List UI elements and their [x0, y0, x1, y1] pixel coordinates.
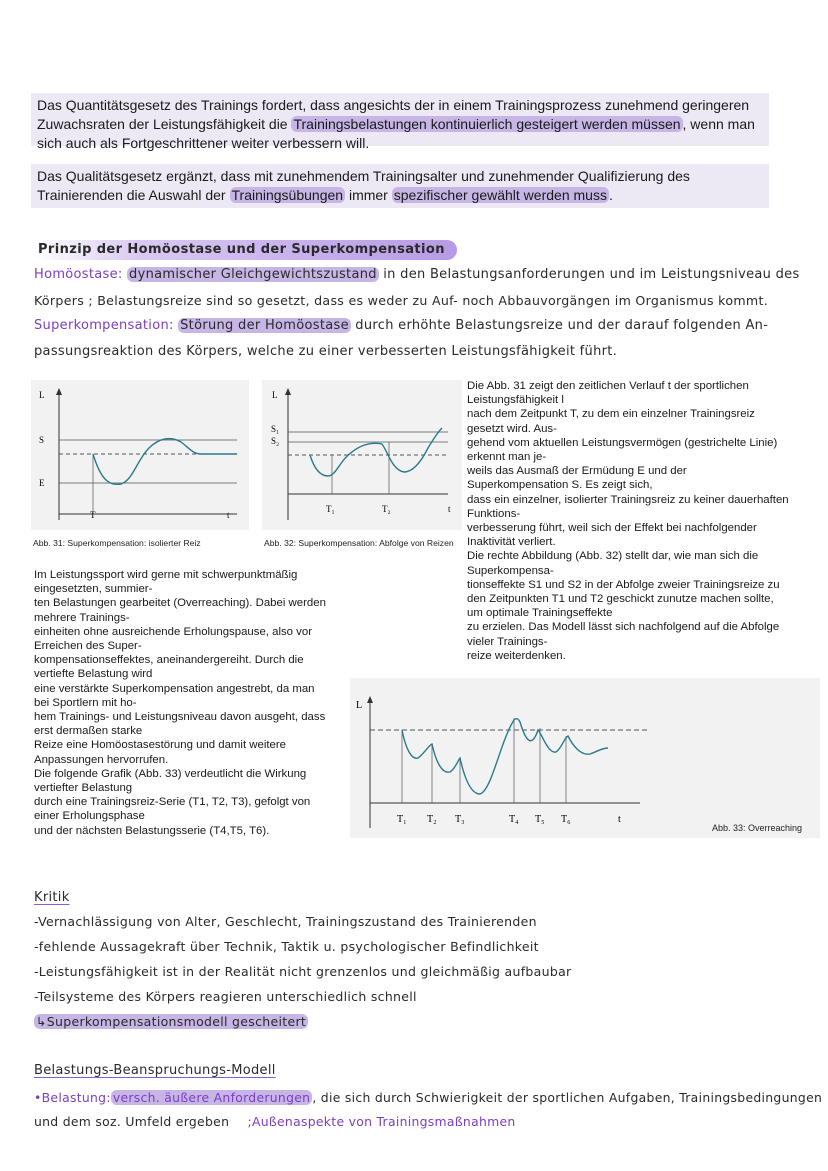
left-text-line: vertiefter Belastung	[34, 782, 133, 795]
quality-law-highlight-2: spezifischer gewählt werden muss	[393, 187, 607, 203]
figure-31-label-t: t	[227, 510, 230, 520]
bbm-heading: Belastungs-Beanspruchungs-Modell	[34, 1063, 276, 1078]
right-text-line: tionseffekte S1 und S2 in der Abfolge zweier Trainingsreize zu	[467, 578, 780, 591]
figure-31-label-T: T	[90, 510, 96, 520]
bbm-line-2	[34, 1114, 516, 1129]
figure-31-label-l: L	[39, 390, 45, 400]
quality-law-text: Das Qualitätsgesetz ergänzt, dass mit zunehmendem Trainingsalter und zunehmender Qualifizierung des Trainierenden die Auswahl der	[37, 168, 690, 203]
quantity-law-text-end: , wenn man sich auch als Fortgeschrittener weiter verbessern will.	[37, 116, 755, 151]
left-text-line: und der nächsten Belastungsserie (T4,T5, T6).	[34, 824, 270, 837]
right-text-line: dass ein einzelner, isolierter Trainingsreiz zu keiner dauerhaften	[467, 493, 789, 506]
quantity-law-highlight: Trainingsbelastungen kontinuierlich gesteigert werden müssen	[293, 116, 681, 132]
left-text-line: einheiten ohne ausreichende Erholungspause, also vor	[34, 625, 313, 638]
right-text-line: Inaktivität verliert.	[467, 536, 556, 549]
figure-32-label-t2: T₂	[382, 504, 391, 514]
quality-law-highlight-1: Trainingsübungen	[231, 187, 344, 203]
right-text-line: Die rechte Abbildung (Abb. 32) stellt dar, wie man sich die	[467, 550, 759, 563]
figure-33-tick-t6: T₆	[561, 814, 571, 825]
left-text-line: Reize eine Homöostasestörung und damit weitere	[34, 739, 286, 752]
bbm-text-2: und dem soz. Umfeld ergeben	[34, 1114, 230, 1129]
figure-33-caption: Abb. 33: Overreaching	[712, 823, 803, 833]
supercompensation-line-2: passungsreaktion des Körpers, welche zu einer verbesserten Leistungsfähigkeit führt.	[34, 344, 618, 359]
kritik-conclusion-highlight: ↳Superkompensationsmodell gescheitert	[36, 1014, 307, 1029]
right-text-line: Superkompensa-	[467, 564, 554, 577]
kritik-item-1: -Vernachlässigung von Alter, Geschlecht, Trainingszustand des Trainierenden	[34, 914, 537, 929]
right-text-line: Superkompensation S. Es zeigt sich,	[467, 479, 653, 492]
left-text-line: durch eine Trainingsreiz-Serie (T1, T2, T3), gefolgt von	[34, 796, 311, 809]
supercompensation-highlight: Störung der Homöostase	[180, 318, 349, 333]
kritik-item-4: -Teilsysteme des Körpers reagieren unterschiedlich schnell	[34, 989, 417, 1004]
left-text-line: Die folgende Grafik (Abb. 33) verdeutlicht die Wirkung	[34, 767, 307, 780]
left-text-line: bei Sportlern mit ho-	[34, 696, 137, 709]
homeostasis-term: Homöostase:	[34, 267, 123, 282]
left-text-line: ten Belastungen gearbeitet (Overreaching). Dabei werden	[34, 597, 326, 610]
supercompensation-term: Superkompensation:	[34, 318, 174, 333]
right-text-line: Leistungsfähigkeit l	[467, 394, 564, 407]
right-text-line: reize weiterdenken.	[467, 649, 566, 662]
figure-33-label-l: L	[356, 700, 363, 711]
figure-33-tick-t2: T₂	[427, 814, 437, 825]
left-text-line: erst dermaßen starke	[34, 725, 143, 738]
bbm-highlight: versch. äußere Anforderungen	[112, 1090, 311, 1105]
right-text-line: Die Abb. 31 zeigt den zeitlichen Verlauf t der sportlichen	[467, 380, 749, 392]
figure-31-caption: Abb. 31: Superkompensation: isolierter Reiz	[33, 538, 201, 548]
kritik-item-2: -fehlende Aussagekraft über Technik, Taktik u. psychologischer Befindlichkeit	[34, 939, 539, 954]
figure-33-label-t: t	[618, 814, 621, 825]
figure-32-label-l: L	[272, 390, 278, 400]
right-text-line: Funktions-	[467, 507, 521, 520]
quantity-law-text: Das Quantitätsgesetz des Trainings fordert, dass angesichts der in einem Trainingsprozess zunehmend geringeren Zuwachsraten der Leistungsfähigkeit die	[37, 97, 750, 132]
bbm-text-1: , die sich durch Schwierigkeit der sportlichen Aufgaben, Trainingsbedingungen	[312, 1090, 823, 1105]
left-text-line: eine verstärkte Superkompensation angestrebt, da man	[34, 682, 315, 695]
figure-32-caption: Abb. 32: Superkompensation: Abfolge von Reizen	[264, 538, 454, 548]
figure-33-tick-t4: T₄	[509, 814, 519, 825]
figure-32	[262, 380, 462, 530]
kritik-heading: Kritik	[34, 890, 70, 905]
homeostasis-line-1	[34, 267, 800, 282]
right-text-line: gehend vom aktuellen Leistungsvermögen (gestrichelte Linie)	[467, 436, 778, 449]
homeostasis-highlight: dynamischer Gleichgewichtszustand	[129, 267, 377, 282]
right-text-line: vieler Trainings-	[467, 635, 548, 648]
quantity-law-box	[31, 93, 769, 151]
figure-31-graph	[31, 380, 249, 530]
figure-32-label-t1: T₁	[326, 504, 335, 514]
figure-32-label-s1: S₁	[271, 424, 280, 434]
figure-32-label-s2: S₂	[271, 436, 280, 446]
figure-33-tick-t5: T₅	[535, 814, 545, 825]
figure-32-label-t: t	[448, 504, 451, 514]
left-text-line: kompensationseffektes, aneinandergereiht. Durch die	[34, 654, 304, 667]
quality-law-box	[31, 164, 769, 208]
quality-law-mid: immer	[345, 187, 392, 203]
figure-33-tick-t3: T₃	[455, 814, 465, 825]
right-text-line: nach dem Zeitpunkt T, zu dem ein einzelner Trainingsreiz	[467, 408, 755, 421]
principle-heading: Prinzip der Homöostase und der Superkompensation	[34, 240, 457, 260]
homeostasis-line-2: Körpers ; Belastungsreize sind so gesetzt, dass es weder zu Auf- noch Abbauvorgängen im Organismus kommt.	[34, 293, 768, 308]
left-text-line: vertiefte Belastung wird	[34, 668, 153, 681]
left-text-line: eingesetzten, summier-	[34, 583, 153, 596]
right-text-block	[467, 379, 817, 663]
left-text-line: mehrere Trainings-	[34, 611, 130, 624]
homeostasis-text-1: in den Belastungsanforderungen und im Leistungsniveau des	[378, 267, 800, 282]
figure-31-label-e: E	[39, 478, 45, 488]
figure-31	[31, 380, 249, 530]
bbm-note: ;Außenaspekte von Trainingsmaßnahmen	[247, 1114, 516, 1129]
figure-33-graph	[350, 678, 820, 838]
supercompensation-text-1: durch erhöhte Belastungsreize und der darauf folgenden An-	[350, 318, 769, 333]
left-text-line: einer Erholungsphase	[34, 810, 145, 823]
right-text-line: zu erzielen. Das Modell lässt sich nachfolgend auf die Abfolge	[467, 621, 780, 634]
figure-31-label-s: S	[39, 435, 45, 445]
left-text-block	[34, 568, 354, 838]
left-text-line: Im Leistungssport wird gerne mit schwerpunktmäßig	[34, 569, 298, 581]
right-text-line: weils das Ausmaß der Ermüdung E und der	[467, 465, 687, 478]
right-text-line: erkennt man je-	[467, 451, 547, 464]
kritik-conclusion	[34, 1014, 308, 1029]
left-text-line: Anpassungen hervorrufen.	[34, 753, 169, 766]
left-text-line: hem Trainings- und Leistungsniveau davon ausgeht, dass	[34, 711, 326, 724]
kritik-item-3: -Leistungsfähigkeit ist in der Realität nicht grenzenlos und gleichmäßig aufbaubar	[34, 964, 572, 979]
right-text-line: gesetzt wird. Aus-	[467, 422, 557, 435]
left-text-line: Erreichen des Super-	[34, 640, 142, 653]
bbm-term: •Belastung:	[34, 1090, 111, 1105]
bbm-line-1	[34, 1090, 822, 1105]
figure-32-graph	[262, 380, 462, 530]
right-text-line: verbesserung führt, weil sich der Effekt bei nachfolgender	[467, 522, 757, 535]
right-text-line: den Zeitpunkten T1 und T2 geschickt zunutze machen sollte,	[467, 593, 774, 606]
supercompensation-line-1	[34, 318, 768, 333]
quality-law-end: .	[608, 187, 613, 203]
figure-33-tick-t1: T₁	[397, 814, 407, 825]
right-text-line: um optimale Trainingseffekte	[467, 607, 613, 620]
figure-33	[350, 678, 820, 838]
